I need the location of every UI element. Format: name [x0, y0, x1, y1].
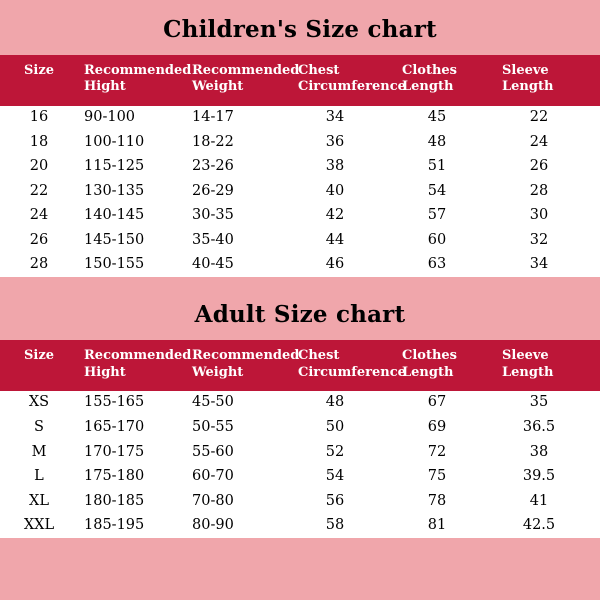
column-header-clothes-length [396, 55, 496, 106]
cell-sleeve: 32 [496, 228, 600, 253]
cell-height: 115-125 [78, 155, 186, 180]
cell-weight: 30-35 [186, 204, 292, 229]
cell-sleeve: 26 [496, 155, 600, 180]
cell-height: 140-145 [78, 204, 186, 229]
cell-clothes: 72 [396, 440, 496, 465]
section-divider [0, 277, 600, 287]
header-line-2: Length [402, 364, 454, 380]
header-line-2: Length [502, 364, 554, 380]
adult-table-head [0, 340, 600, 391]
adult-chart-title: Adult Size chart [194, 301, 406, 329]
cell-clothes: 45 [396, 106, 496, 131]
cell-size: 26 [0, 228, 78, 253]
table-header-row [0, 340, 600, 391]
cell-size: M [0, 440, 78, 465]
column-header-recommended-height [78, 55, 192, 106]
cell-chest: 46 [292, 253, 396, 278]
cell-sleeve: 38 [496, 440, 600, 465]
cell-chest: 52 [292, 440, 396, 465]
childrens-chart-title: Children's Size chart [163, 16, 437, 43]
childrens-size-chart-block [0, 2, 600, 277]
cell-sleeve: 41 [496, 489, 600, 514]
cell-size: 20 [0, 155, 78, 180]
adult-size-chart-block [0, 287, 600, 538]
cell-height: 185-195 [78, 514, 186, 539]
header-line-1: Clothes [402, 348, 458, 364]
cell-size: S [0, 416, 78, 441]
cell-sleeve: 35 [496, 391, 600, 416]
cell-size: L [0, 465, 78, 490]
header-line-1: Size [24, 63, 54, 78]
cell-height: 180-185 [78, 489, 186, 514]
cell-size: 18 [0, 130, 78, 155]
column-header-clothes-length [396, 340, 496, 391]
cell-clothes: 75 [396, 465, 496, 490]
cell-weight: 55-60 [186, 440, 292, 465]
column-header-size [0, 340, 78, 391]
cell-sleeve: 24 [496, 130, 600, 155]
adult-size-table [0, 340, 600, 538]
cell-sleeve: 42.5 [496, 514, 600, 539]
cell-height: 165-170 [78, 416, 186, 441]
table-row [0, 204, 600, 229]
cell-height: 145-150 [78, 228, 186, 253]
cell-clothes: 67 [396, 391, 496, 416]
cell-weight: 40-45 [186, 253, 292, 278]
adult-table-body [0, 391, 600, 538]
cell-weight: 60-70 [186, 465, 292, 490]
table-row [0, 253, 600, 278]
header-line-2: Circumference [298, 79, 406, 95]
table-header-row [0, 55, 600, 106]
cell-height: 100-110 [78, 130, 186, 155]
cell-height: 90-100 [78, 106, 186, 131]
cell-height: 155-165 [78, 391, 186, 416]
header-line-2: Length [502, 79, 554, 95]
cell-chest: 34 [292, 106, 396, 131]
cell-size: XS [0, 391, 78, 416]
cell-chest: 50 [292, 416, 396, 441]
table-row [0, 106, 600, 131]
cell-clothes: 81 [396, 514, 496, 539]
header-line-1: Recommended [192, 348, 300, 364]
cell-clothes: 63 [396, 253, 496, 278]
table-row [0, 391, 600, 416]
cell-size: 28 [0, 253, 78, 278]
column-header-recommended-weight [186, 340, 300, 391]
table-row [0, 155, 600, 180]
cell-sleeve: 30 [496, 204, 600, 229]
cell-clothes: 69 [396, 416, 496, 441]
cell-weight: 45-50 [186, 391, 292, 416]
cell-weight: 14-17 [186, 106, 292, 131]
cell-weight: 26-29 [186, 179, 292, 204]
header-line-2: Weight [192, 79, 244, 95]
childrens-size-table [0, 55, 600, 277]
cell-sleeve: 39.5 [496, 465, 600, 490]
cell-weight: 18-22 [186, 130, 292, 155]
header-line-2: Weight [192, 364, 244, 380]
column-header-recommended-height [78, 340, 192, 391]
header-line-1: Size [24, 348, 54, 364]
cell-weight: 35-40 [186, 228, 292, 253]
column-header-chest-circumference [292, 340, 406, 391]
table-row [0, 465, 600, 490]
table-row [0, 228, 600, 253]
header-line-1: Chest [298, 348, 340, 364]
cell-weight: 80-90 [186, 514, 292, 539]
table-row [0, 514, 600, 539]
cell-size: XL [0, 489, 78, 514]
table-row [0, 130, 600, 155]
childrens-table-head [0, 55, 600, 106]
column-header-sleeve-length [496, 55, 600, 106]
header-line-2: Length [402, 79, 454, 95]
table-row [0, 179, 600, 204]
header-line-2: Hight [84, 79, 126, 95]
column-header-sleeve-length [496, 340, 600, 391]
header-line-2: Hight [84, 364, 126, 380]
table-row [0, 440, 600, 465]
cell-chest: 54 [292, 465, 396, 490]
cell-sleeve: 34 [496, 253, 600, 278]
header-line-2: Circumference [298, 364, 406, 380]
cell-size: 16 [0, 106, 78, 131]
cell-chest: 36 [292, 130, 396, 155]
cell-chest: 38 [292, 155, 396, 180]
header-line-1: Sleeve [502, 348, 549, 364]
cell-chest: 58 [292, 514, 396, 539]
header-line-1: Chest [298, 63, 340, 78]
cell-chest: 40 [292, 179, 396, 204]
header-line-1: Recommended [192, 63, 300, 78]
column-header-recommended-weight [186, 55, 300, 106]
cell-chest: 48 [292, 391, 396, 416]
cell-size: 22 [0, 179, 78, 204]
cell-height: 130-135 [78, 179, 186, 204]
table-row [0, 489, 600, 514]
cell-sleeve: 28 [496, 179, 600, 204]
column-header-size [0, 55, 78, 106]
cell-size: XXL [0, 514, 78, 539]
cell-clothes: 54 [396, 179, 496, 204]
cell-height: 150-155 [78, 253, 186, 278]
cell-chest: 44 [292, 228, 396, 253]
header-line-1: Recommended [84, 348, 192, 364]
cell-chest: 42 [292, 204, 396, 229]
cell-size: 24 [0, 204, 78, 229]
cell-chest: 56 [292, 489, 396, 514]
childrens-table-body [0, 106, 600, 278]
cell-weight: 23-26 [186, 155, 292, 180]
header-line-1: Sleeve [502, 63, 549, 78]
cell-sleeve: 36.5 [496, 416, 600, 441]
cell-sleeve: 22 [496, 106, 600, 131]
cell-weight: 70-80 [186, 489, 292, 514]
header-line-1: Clothes [402, 63, 458, 78]
table-row [0, 416, 600, 441]
cell-clothes: 60 [396, 228, 496, 253]
column-header-chest-circumference [292, 55, 406, 106]
cell-height: 170-175 [78, 440, 186, 465]
header-line-1: Recommended [84, 63, 192, 78]
cell-clothes: 51 [396, 155, 496, 180]
cell-clothes: 78 [396, 489, 496, 514]
cell-weight: 50-55 [186, 416, 292, 441]
cell-clothes: 57 [396, 204, 496, 229]
cell-clothes: 48 [396, 130, 496, 155]
cell-height: 175-180 [78, 465, 186, 490]
